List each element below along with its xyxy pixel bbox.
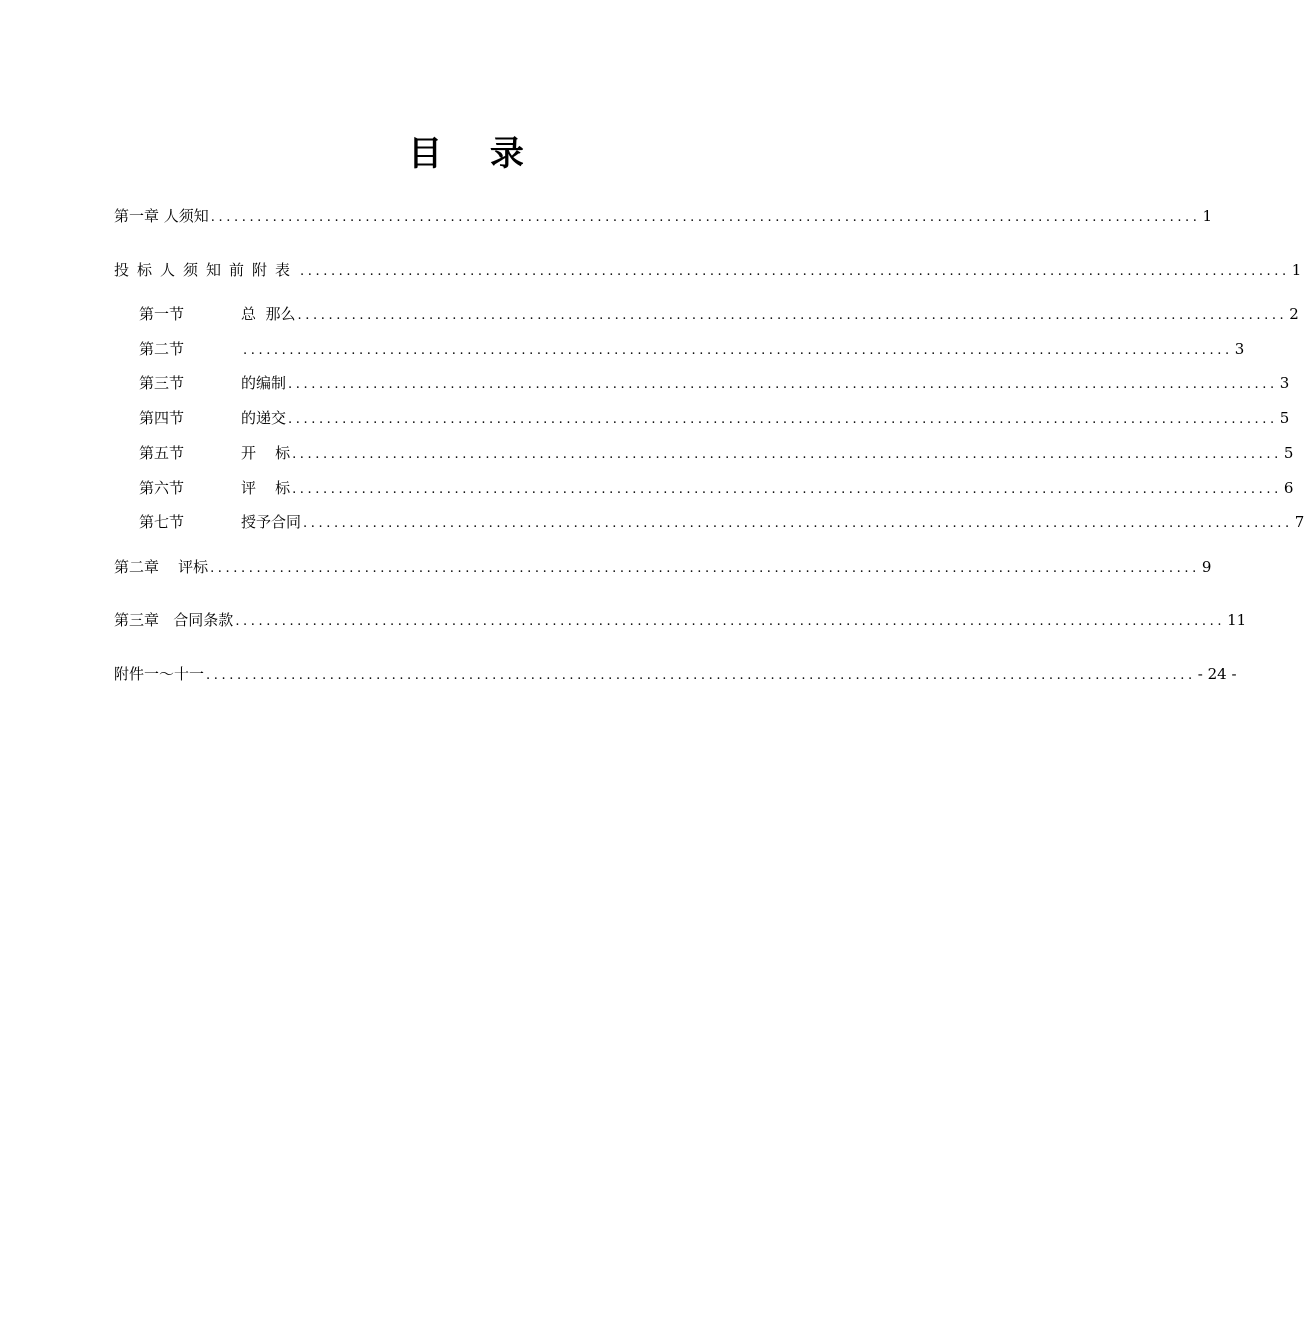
- toc-entry-section-7[interactable]: [139, 512, 1304, 534]
- toc-entry-label: 第三章 合同条款: [114, 611, 234, 629]
- toc-section-number: 第五节: [139, 444, 185, 462]
- toc-entry-chapter-3[interactable]: [114, 610, 1247, 632]
- toc-page-number: - 24 -: [1197, 665, 1237, 683]
- toc-entry-section-5[interactable]: [139, 443, 1294, 465]
- toc-page-number: 9: [1201, 558, 1212, 576]
- toc-page-number: 1: [1202, 207, 1213, 225]
- toc-section-title: 评 标: [241, 479, 291, 497]
- toc-page-number: 6: [1283, 479, 1294, 497]
- toc-entry-bidder-notice-table[interactable]: [114, 260, 1302, 282]
- toc-entry-chapter-1[interactable]: [114, 206, 1213, 228]
- toc-page-number: 1: [1291, 261, 1302, 279]
- toc-section-title: 的编制: [241, 374, 287, 392]
- toc-page-number: 7: [1294, 513, 1304, 531]
- toc-entry-section-2[interactable]: [139, 339, 1245, 361]
- toc-section-title: 总 那么: [241, 305, 296, 323]
- toc-leader: ................................................................................................................................: [210, 561, 1200, 576]
- toc-entry-chapter-2[interactable]: [114, 557, 1212, 579]
- toc-entry-label: 第一章 人须知: [114, 207, 209, 225]
- toc-entry-section-3[interactable]: [139, 373, 1290, 395]
- toc-leader: ................................................................................................................................: [206, 668, 1196, 683]
- page-title: 目 录: [408, 134, 542, 174]
- toc-leader: ................................................................................................................................: [292, 482, 1282, 497]
- toc-section-number: 第二节: [139, 340, 185, 358]
- toc-section-number: 第三节: [139, 374, 185, 392]
- toc-page-number: 5: [1283, 444, 1294, 462]
- toc-leader: ................................................................................................................................: [300, 264, 1290, 279]
- toc-section-number: 第七节: [139, 513, 185, 531]
- toc-entry-section-4[interactable]: [139, 408, 1290, 430]
- toc-leader: ................................................................................................................................: [243, 343, 1233, 358]
- toc-page-number: 11: [1227, 611, 1247, 629]
- toc-page-number: 2: [1289, 305, 1299, 323]
- toc-entry-label: 附件一～十一: [114, 665, 205, 683]
- toc-leader: ................................................................................................................................: [210, 210, 1201, 225]
- toc-leader: ................................................................................................................................: [297, 308, 1288, 323]
- toc-section-number: 第一节: [139, 305, 185, 323]
- toc-section-title: 开 标: [241, 444, 291, 462]
- toc-page-number: 3: [1279, 374, 1290, 392]
- toc-section-title: 的递交: [241, 409, 287, 427]
- toc-leader: ................................................................................................................................: [303, 516, 1293, 531]
- toc-section-number: 第六节: [139, 479, 185, 497]
- toc-entry-section-1[interactable]: [139, 304, 1299, 326]
- toc-page-number: 3: [1234, 340, 1245, 358]
- toc-section-title: 授予合同: [241, 513, 302, 531]
- toc-leader: ................................................................................................................................: [288, 377, 1278, 392]
- toc-entry-label: 第二章 评标: [114, 558, 209, 576]
- toc-leader: ................................................................................................................................: [235, 614, 1226, 629]
- toc-entry-appendices[interactable]: [114, 664, 1237, 686]
- toc-leader: ................................................................................................................................: [292, 447, 1282, 462]
- toc-section-number: 第四节: [139, 409, 185, 427]
- toc-leader: ................................................................................................................................: [288, 412, 1278, 427]
- toc-entry-section-6[interactable]: [139, 478, 1294, 500]
- toc-page-number: 5: [1279, 409, 1290, 427]
- toc-entry-label: 投标人须知前附表: [114, 261, 299, 279]
